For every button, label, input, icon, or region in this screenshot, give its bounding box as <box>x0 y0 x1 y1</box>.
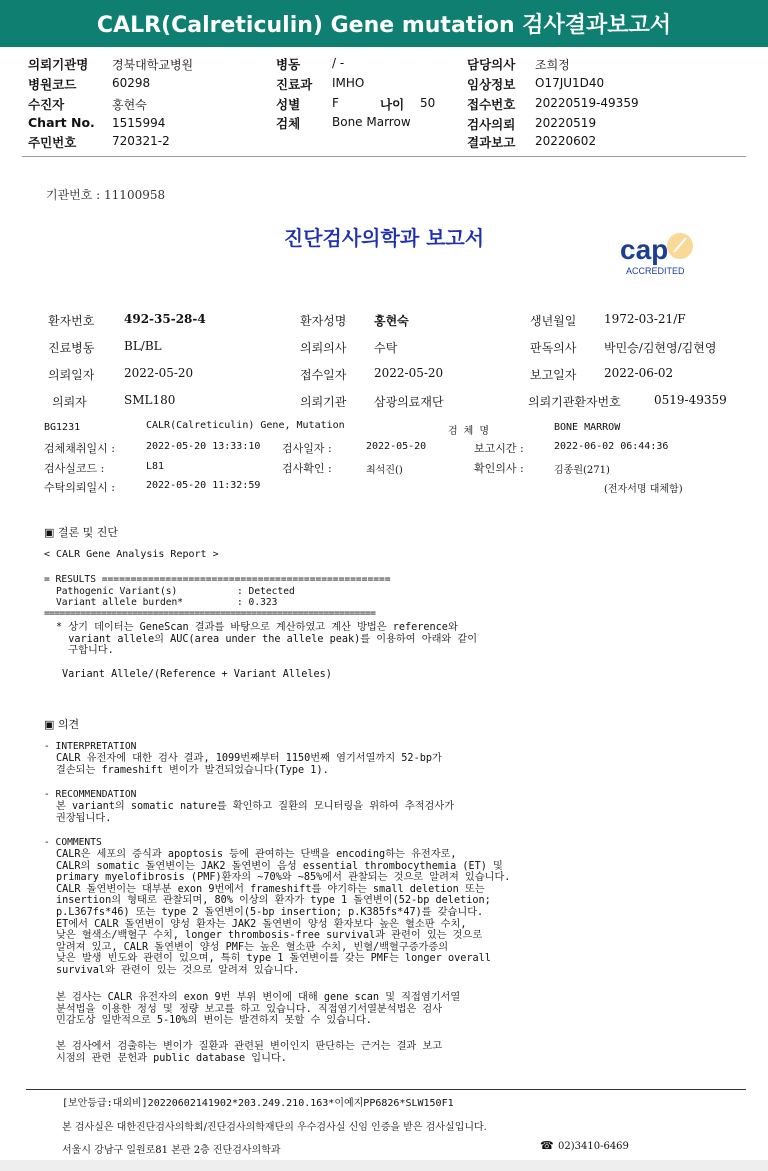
lab-code-label: 검사실코드 : <box>44 462 105 475</box>
confirm-value: 최석진() <box>366 465 403 476</box>
document-title: 진단검사의학과 보고서 <box>283 226 485 250</box>
summary-header <box>0 51 768 153</box>
formula: Variant Allele/(Reference + Variant Alleles) <box>62 669 332 680</box>
chart-value: 1515994 <box>112 116 166 130</box>
cap-logo-text: cap <box>620 234 669 265</box>
clinical-value: O17JU1D40 <box>535 76 605 90</box>
interpretation-heading: - INTERPRETATION <box>44 741 137 752</box>
patient-label: 수진자 <box>28 97 65 112</box>
patient-value: 홍현숙 <box>112 98 147 112</box>
confirm-label: 검사확인 : <box>282 462 332 475</box>
age-label: 나이 <box>380 97 405 112</box>
report-time-label: 보고시간 : <box>474 442 524 455</box>
ward-label: 병동 <box>276 57 301 72</box>
hospital-value: 경북대학교병원 <box>112 58 194 72</box>
req-date: 2022-05-20 <box>124 366 194 380</box>
req-doc: 수탁 <box>374 341 398 355</box>
request-label: 검사의뢰 <box>467 117 516 132</box>
specimen-name-label: 검 체 명 <box>448 426 490 437</box>
phone-number: 02)3410-6469 <box>558 1141 629 1152</box>
doctor-value: 조희정 <box>535 58 570 72</box>
section-opinion-title: ▣ 의견 <box>44 718 80 731</box>
test-code: BG1231 <box>44 422 81 433</box>
interpretation-body: CALR 유전자에 대한 검사 결과, 1099번째부터 1150번째 염기서열까지 52-bp가 결손되는 frameshift 변이가 발견되었습니다(Type 1). <box>56 753 442 776</box>
security-line: [보안등급:대외비]20220602141902*203.249.210.163*이예지PP6826*SLW150F1 <box>62 1098 454 1109</box>
pt-no: 492-35-28-4 <box>124 312 206 326</box>
sex-label: 성별 <box>276 97 301 112</box>
report-label: 결과보고 <box>467 135 516 150</box>
report-title-bar <box>0 0 768 47</box>
rep-date: 2022-06-02 <box>604 366 674 380</box>
clinical-label: 임상정보 <box>467 77 516 92</box>
req-org-label: 의뢰기관 <box>300 395 347 409</box>
footer-divider <box>26 1089 746 1090</box>
org-pt-no-label: 의뢰기관환자번호 <box>528 395 621 409</box>
req-doc-label: 의뢰의사 <box>300 341 347 355</box>
certification-line: 본 검사실은 대한진단검사의학회/진단검사의학재단의 우수검사실 신임 인증을 받은 검사실입니다. <box>62 1122 487 1133</box>
comments-body-2: 본 검사는 CALR 유전자의 exon 9번 부위 변이에 대해 gene scan 및 직접염기서열 분석법을 이용한 정성 및 정량 보고를 하고 있습니다. 직접염기서열분석법은 검사 민감도상 일반적으로 5-10%의 변이는 발견하지 못할 수 있습니다. <box>56 992 461 1027</box>
specimen-label: 검체 <box>276 116 301 131</box>
pathogenic-variant-value: : Detected <box>237 586 295 597</box>
pathogenic-variant-label: Pathogenic Variant(s) <box>56 586 178 597</box>
analysis-report-title: < CALR Gene Analysis Report > <box>44 549 219 560</box>
rcv-date: 2022-05-20 <box>374 366 444 380</box>
comments-body-3: 본 검사에서 검출하는 변이가 질환과 관련된 변이인지 판단하는 근거는 결과 보고 시점의 관련 문헌과 public database 입니다. <box>56 1041 443 1064</box>
report-document <box>0 160 768 1171</box>
req-org: 삼광의료재단 <box>374 395 444 409</box>
ward-2: BL/BL <box>124 339 162 353</box>
test-date-label: 검사일자 : <box>282 442 332 455</box>
age-value: 50 <box>420 96 436 110</box>
rcv-date-label: 접수일자 <box>300 368 347 382</box>
address-line: 서울시 강남구 일원로81 본관 2층 진단검사의학과 <box>62 1145 281 1156</box>
hospcode-label: 병원코드 <box>28 77 77 92</box>
org-pt-no: 0519-49359 <box>654 393 727 407</box>
section-conclusion-title: ▣ 결론 및 진단 <box>44 526 119 539</box>
req-person-label: 의뢰자 <box>52 395 87 409</box>
esign-note: (전자서명 대체함) <box>604 484 683 495</box>
rrn-value: 720321-2 <box>112 134 170 148</box>
test-name: CALR(Calreticulin) Gene, Mutation <box>146 420 345 431</box>
consign-label: 수탁의뢰일시 : <box>44 481 115 494</box>
confirm-doc-label: 확인의사 : <box>474 462 524 475</box>
variant-burden-label: Variant allele burden* <box>56 597 184 608</box>
specimen-value: Bone Marrow <box>332 115 411 129</box>
comments-body: CALR은 세포의 증식과 apoptosis 등에 관여하는 단백을 encoding하는 유전자로, CALR의 somatic 돌연변이는 JAK2 돌연변이 음성 essential thrombocythemia (ET) 및 primary myelofibrosis (PMF)환자의 ~70%와 ~85%에서 관찰되는 것으로 알려져 있습니다. CALR 돌연변이는 대부분 exon 9번에서 frameshift를 야기하는 small deletion 또는 insertion의 형태로 관찰되며, 80% 이상의 환자가 type 1 돌연변이(52-bp deletion; p.L367fs*46) 또는 type 2 돌연변이(5-bp insertion; p.K385fs*47)를 갖습니다. ET에서 CALR 돌연변이 양성 환자는 JAK2 돌연변이 양성 환자보다 높은 혈소판 수치, 낮은 혈색소/백혈구 수치, longer thrombosis-free survival과 관련이 있는 것으로 알려져 있고, CALR 돌연변이 양성 PMF는 높은 혈소판 수치, 빈혈/백혈구증가증의 낮은 발생 빈도와 관련이 있으며, 특히 type 1 돌연변이를 갖는 PMF는 longer overall survival와 관련이 있는 것으로 알려져 있습니다. <box>56 849 511 976</box>
dob-label: 생년월일 <box>530 314 577 328</box>
receipt-value: 20220519-49359 <box>535 96 639 110</box>
report-title: CALR(Calreticulin) Gene mutation 검사결과보고서 <box>96 13 672 38</box>
header-divider <box>22 156 746 157</box>
results-header: = RESULTS ================================================== <box>44 574 391 585</box>
pt-name: 홍현숙 <box>374 314 409 328</box>
hospcode-value: 60298 <box>112 76 151 90</box>
org-number: 기관번호 : 11100958 <box>46 188 166 202</box>
rrn-label: 주민번호 <box>28 135 77 150</box>
req-date-label: 의뢰일자 <box>48 368 95 382</box>
dept-label: 진료과 <box>276 77 313 92</box>
variant-burden-value: : 0.323 <box>237 597 278 608</box>
receipt-label: 접수번호 <box>467 97 516 112</box>
pt-no-label: 환자번호 <box>48 314 95 328</box>
pt-name-label: 환자성명 <box>300 314 347 328</box>
dept-value: IMHO <box>332 76 365 90</box>
read-doc: 박민승/김현영/김현영 <box>604 341 717 355</box>
req-person: SML180 <box>124 393 176 407</box>
report-value: 20220602 <box>535 134 597 148</box>
results-footer: ================================================================ <box>44 608 376 619</box>
request-value: 20220519 <box>535 116 597 130</box>
rep-date-label: 보고일자 <box>530 368 577 382</box>
ward-label-2: 진료병동 <box>48 341 95 355</box>
comments-heading: - COMMENTS <box>44 837 102 848</box>
report-time: 2022-06-02 06:44:36 <box>554 441 669 452</box>
read-doc-label: 판독의사 <box>530 341 577 355</box>
phone-icon: ☎ <box>540 1139 554 1152</box>
specimen-name: BONE MARROW <box>554 422 621 433</box>
cap-logo <box>616 230 706 278</box>
dob: 1972-03-21/F <box>604 312 686 326</box>
recommendation-body: 본 variant의 somatic nature를 확인하고 질환의 모니터링을 위하여 추적검사가 권장됩니다. <box>56 801 455 824</box>
test-date: 2022-05-20 <box>366 441 427 452</box>
chart-label: Chart No. <box>28 115 95 130</box>
sex-value: F <box>332 96 339 110</box>
results-note: * 상기 데이터는 GeneScan 결과를 바탕으로 계산하였고 계산 방법은 reference와 variant allele의 AUC(area under the allele peak)를 이용하여 아래와 같이 구합니다. <box>56 622 478 657</box>
doctor-label: 담당의사 <box>467 57 516 72</box>
recommendation-heading: - RECOMMENDATION <box>44 789 137 800</box>
collect-value: 2022-05-20 13:33:10 <box>146 441 261 452</box>
ward-value: / - <box>332 56 345 70</box>
collect-label: 검체채취일시 : <box>44 442 115 455</box>
page-bottom-gutter <box>0 1160 768 1171</box>
confirm-doc: 김종원(271) <box>554 465 610 476</box>
cap-accredited-text: ACCREDITED <box>626 266 685 276</box>
hospital-label: 의뢰기관명 <box>28 57 89 72</box>
lab-code: L81 <box>146 461 165 472</box>
consign-value: 2022-05-20 11:32:59 <box>146 480 261 491</box>
